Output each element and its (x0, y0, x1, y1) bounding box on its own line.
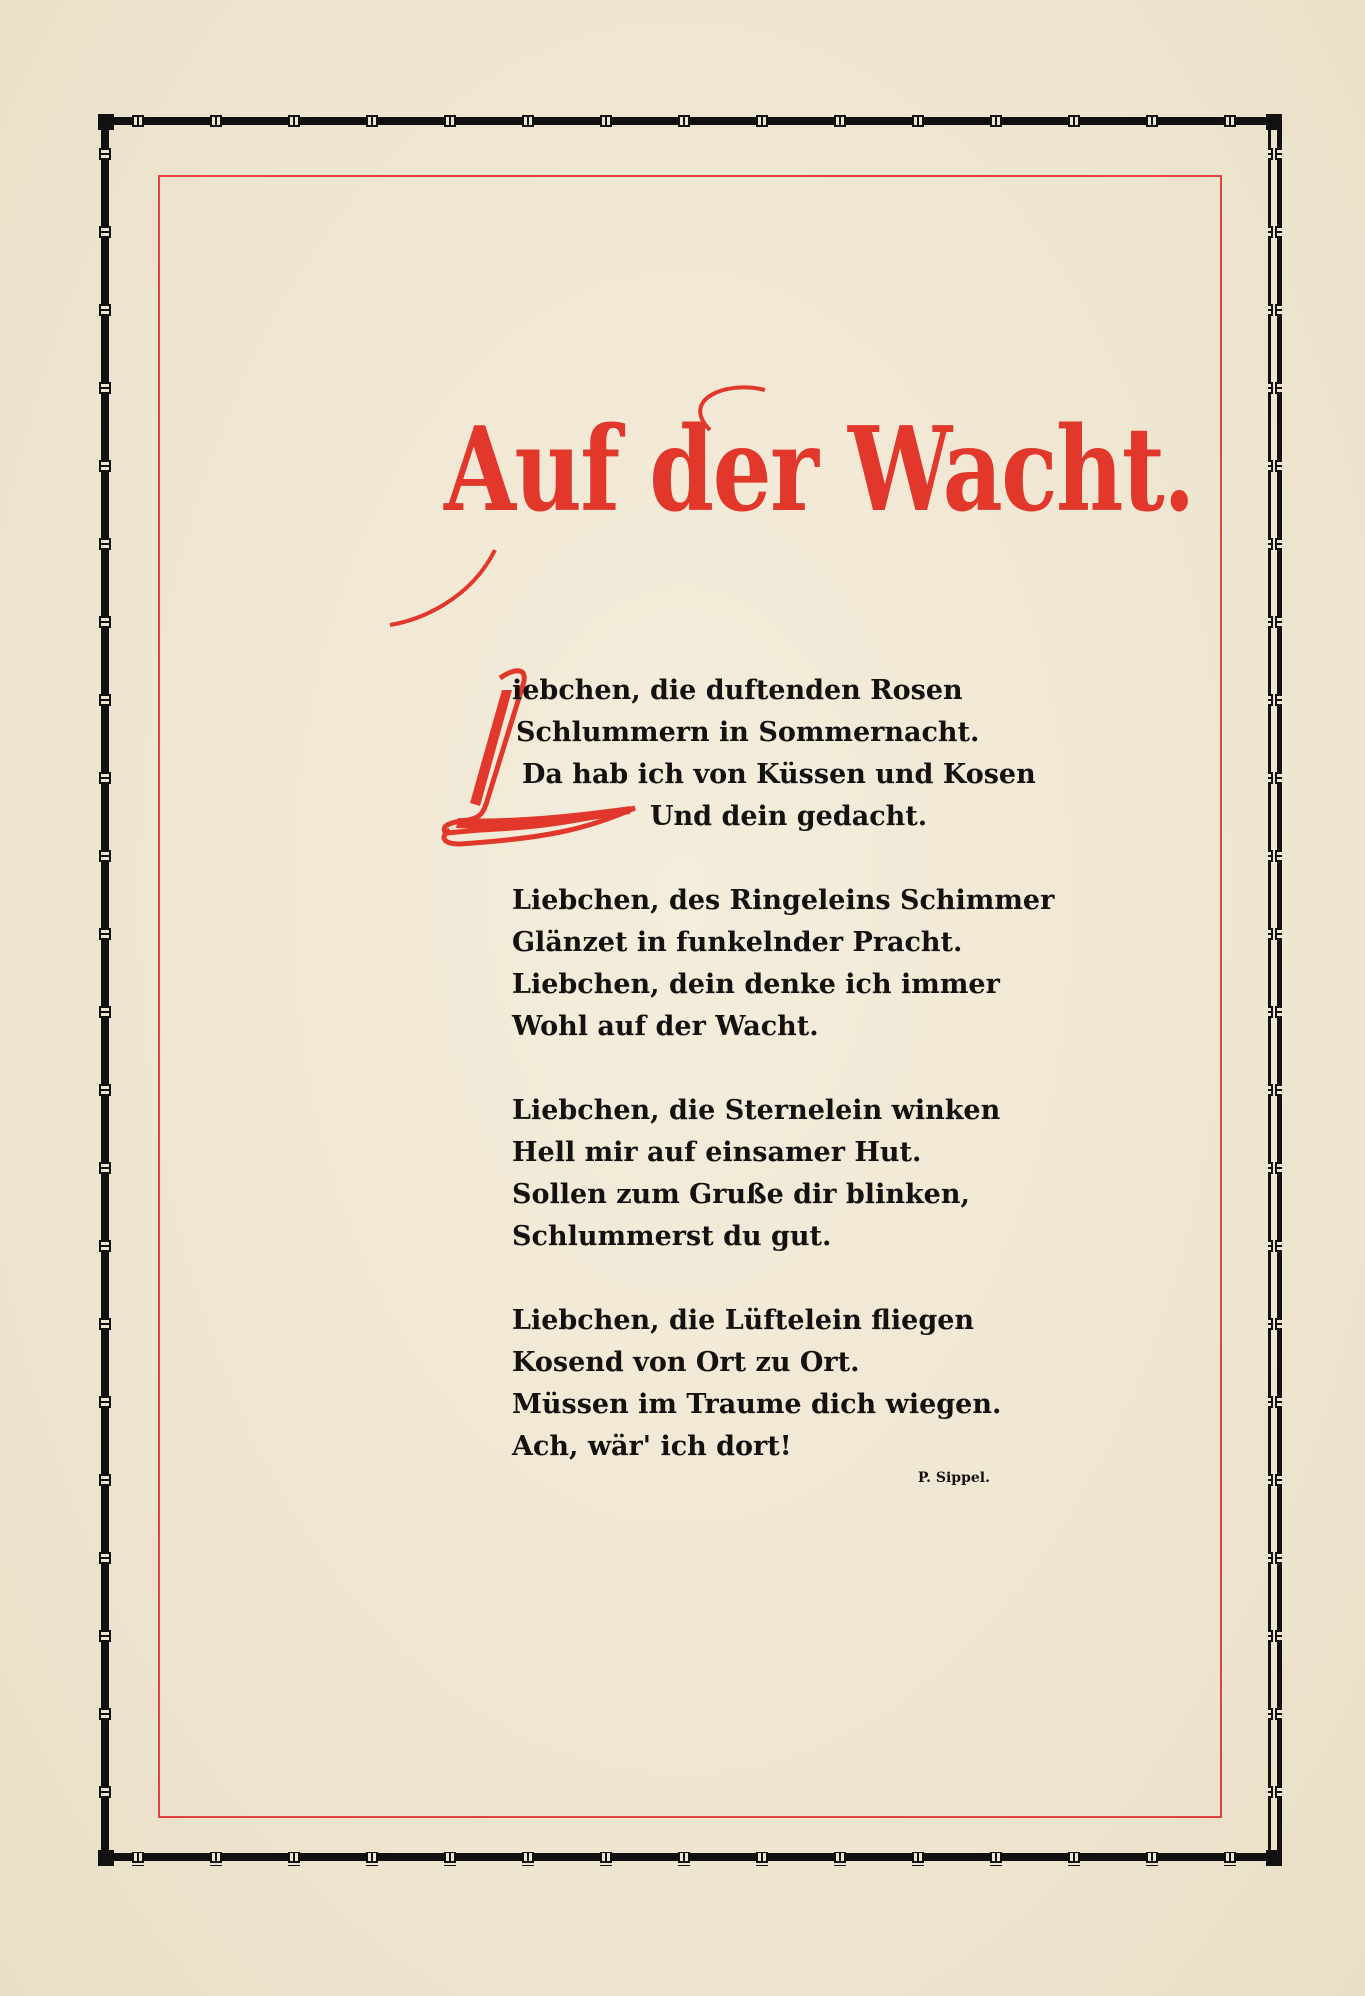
stanza-2-line-4: Wohl auf der Wacht. (512, 1011, 819, 1042)
stanza-1 (512, 670, 1072, 838)
stanza-3-line-2: Hell mir auf einsamer Hut. (512, 1137, 922, 1168)
stanza-1-line-3: Da hab ich von Küssen und Kosen (522, 759, 1036, 790)
stanza-2-line-3: Liebchen, dein denke ich immer (512, 969, 1000, 1000)
stanza-2-line-1: Liebchen, des Ringeleins Schimmer (512, 885, 1055, 916)
stanza-1-line-4: Und dein gedacht. (650, 801, 928, 832)
stanza-3-line-3: Sollen zum Gruße dir blinken, (512, 1179, 970, 1210)
stanza-3-line-1: Liebchen, die Sternelein winken (512, 1095, 1001, 1126)
stanza-4-line-3: Müssen im Traume dich wiegen. (512, 1389, 1002, 1420)
stanza-4-line-1: Liebchen, die Lüftelein fliegen (512, 1305, 975, 1336)
poem-title: Auf der Wacht. (444, 402, 1194, 538)
stanza-2 (512, 880, 1072, 1048)
stanza-4 (512, 1300, 1072, 1468)
stanza-3-line-4: Schlummerst du gut. (512, 1221, 832, 1252)
stanza-2-line-2: Glänzet in funkelnder Pracht. (512, 927, 963, 958)
author-signature: P. Sippel. (917, 1470, 990, 1486)
stanza-1-line-2: Schlummern in Sommernacht. (516, 717, 980, 748)
stanza-4-line-2: Kosend von Ort zu Ort. (512, 1347, 860, 1378)
stanza-1-line-1: iebchen, die duftenden Rosen (512, 675, 963, 706)
stanza-4-line-4: Ach, wär' ich dort! (512, 1431, 792, 1462)
stanza-3 (512, 1090, 1072, 1258)
poem-body (512, 670, 1072, 1468)
